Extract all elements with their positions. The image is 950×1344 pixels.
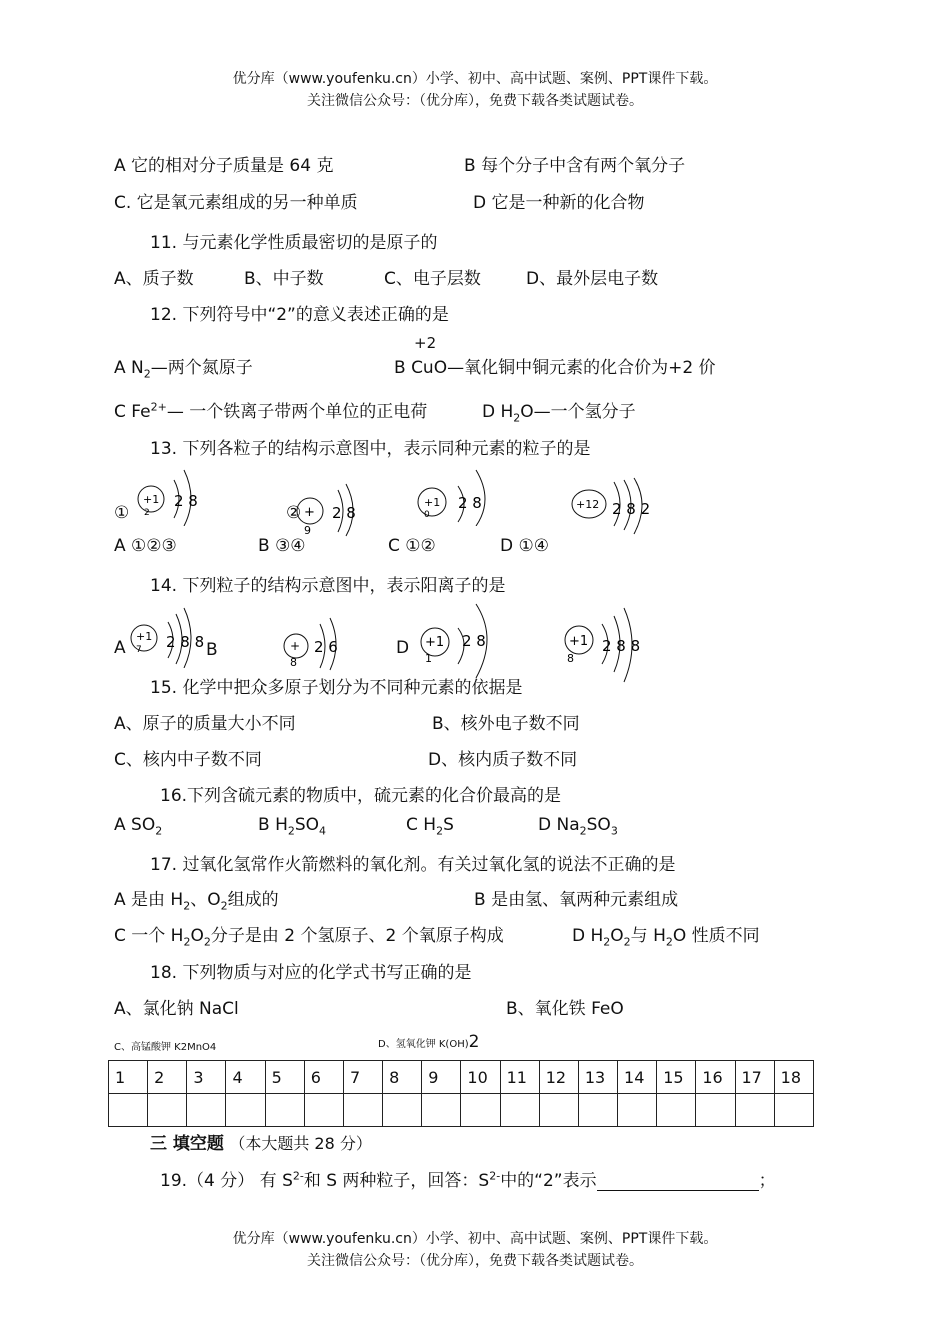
q17-c-pre: C 一个 H <box>114 926 184 946</box>
q12-option-b: B CuO—氧化铜中铜元素的化合价为+2 价 <box>394 358 716 378</box>
answer-number-cell: 16 <box>696 1061 735 1094</box>
nucleus-charge: +12 <box>576 498 600 511</box>
shell-electrons: 2 8 <box>332 504 356 522</box>
q17-d-sub3: 2 <box>665 935 673 949</box>
q17-c-post: 分子是由 2 个氢原子、2 个氧原子构成 <box>210 926 504 946</box>
q16-a-text: A SO <box>114 815 156 835</box>
answer-cell[interactable] <box>383 1094 422 1127</box>
q17-a-mid: 、O <box>190 890 221 910</box>
q17-d-mid1: O <box>610 926 624 946</box>
q18-option-c: C、高锰酸钾 K2MnO4 <box>114 1042 217 1053</box>
q14-label-d: D <box>396 638 410 658</box>
q12-d-post: O—一个氢分子 <box>520 402 636 422</box>
q16-b-sub1: 2 <box>287 824 295 838</box>
shell-electrons: 2 6 <box>314 638 338 656</box>
q17-c-mid: O <box>190 926 204 946</box>
q17-option-c <box>114 921 504 948</box>
answer-cell[interactable] <box>422 1094 461 1127</box>
answer-cell[interactable] <box>578 1094 617 1127</box>
answer-cell[interactable] <box>265 1094 304 1127</box>
q12-c-pre: C Fe <box>114 402 151 422</box>
q14-stem: 14. 下列粒子的结构示意图中，表示阳离子的是 <box>150 576 506 596</box>
q14-diagram-b <box>282 614 362 672</box>
q11-option-a: A、质子数 <box>114 269 194 289</box>
q19-end: ； <box>758 1171 776 1191</box>
q14-label-b: B <box>206 640 218 660</box>
q13-diagram-1 <box>134 466 214 526</box>
answer-cell[interactable] <box>343 1094 382 1127</box>
answer-cell[interactable] <box>696 1094 735 1127</box>
answer-cell[interactable] <box>304 1094 343 1127</box>
answer-cell[interactable] <box>500 1094 539 1127</box>
q16-d-sub2: 3 <box>610 824 618 838</box>
answer-cell[interactable] <box>109 1094 148 1127</box>
nucleus-charge: +1 <box>424 496 441 509</box>
nucleus-sub: 7 <box>136 645 142 655</box>
answer-number-cell: 15 <box>657 1061 696 1094</box>
q16-b-text: B H <box>258 815 288 835</box>
q11-stem: 11. 与元素化学性质最密切的是原子的 <box>150 233 438 253</box>
q13-option-b: B ③④ <box>258 536 306 556</box>
q12-c-post: — 一个铁离子带两个单位的正电荷 <box>166 402 428 422</box>
q12-stem: 12. 下列符号中“2”的意义表述正确的是 <box>150 305 449 325</box>
answer-table-input-row <box>109 1094 814 1127</box>
q12-option-d <box>482 397 636 424</box>
q19-sup2: 2- <box>489 1169 501 1183</box>
answer-number-cell: 12 <box>539 1061 578 1094</box>
q19-post: 中的“2”表示 <box>500 1171 597 1191</box>
q13-stem: 13. 下列各粒子的结构示意图中，表示同种元素的粒子的是 <box>150 439 591 459</box>
shell-electrons: 2 8 <box>458 494 482 512</box>
q19-text <box>160 1166 776 1191</box>
shell-electrons: 2 8 2 <box>612 500 651 518</box>
answer-cell[interactable] <box>774 1094 813 1127</box>
q18-stem: 18. 下列物质与对应的化学式书写正确的是 <box>150 963 472 983</box>
q11-option-b: B、中子数 <box>244 269 324 289</box>
footer-line-2: 关注微信公众号：（优分库），免费下载各类试题试卷。 <box>307 1253 643 1269</box>
q12-a-pre: A N <box>114 358 144 378</box>
answer-cell[interactable] <box>187 1094 226 1127</box>
nucleus-sub: 8 <box>567 652 574 665</box>
nucleus-charge: +1 <box>425 635 445 650</box>
answer-number-cell: 9 <box>422 1061 461 1094</box>
q13-option-d: D ①④ <box>500 536 549 556</box>
q13-option-a: A ①②③ <box>114 536 177 556</box>
q14-diagram-d <box>418 600 508 680</box>
q16-d-mid: SO <box>586 815 611 835</box>
q15-stem: 15. 化学中把众多原子划分为不同种元素的依据是 <box>150 678 523 698</box>
answer-number-cell: 17 <box>735 1061 774 1094</box>
q12-option-a <box>114 353 253 380</box>
q12-a-sub: 2 <box>143 367 151 381</box>
q12-valence-mark: +2 <box>414 334 437 352</box>
nucleus-charge: +1 <box>569 634 589 649</box>
q16-d-sub1: 2 <box>579 824 587 838</box>
q14-diagram-4 <box>562 606 652 686</box>
answer-number-cell: 14 <box>618 1061 657 1094</box>
nucleus-sub: 1 <box>425 652 432 665</box>
section-3-note: （本大题共 28 分） <box>229 1134 372 1153</box>
q12-d-pre: D H <box>482 402 514 422</box>
q12-a-post: —两个氮原子 <box>150 358 253 378</box>
q17-option-b: B 是由氢、氧两种元素组成 <box>474 890 679 910</box>
shell-electrons: 2 8 <box>174 492 198 510</box>
q12-c-sup: 2+ <box>150 400 167 414</box>
q13-option-c: C ①② <box>388 536 436 556</box>
q17-d-post: O 性质不同 <box>672 926 760 946</box>
answer-number-cell: 1 <box>109 1061 148 1094</box>
answer-cell[interactable] <box>461 1094 500 1127</box>
nucleus-sub: 2 <box>144 508 150 518</box>
q19-answer-blank[interactable] <box>597 1174 759 1191</box>
answer-table-header-row <box>109 1061 814 1094</box>
nucleus-sub: 8 <box>290 656 297 669</box>
header-line-2: 关注微信公众号：（优分库），免费下载各类试题试卷。 <box>307 93 643 109</box>
answer-cell[interactable] <box>226 1094 265 1127</box>
answer-number-cell: 18 <box>774 1061 813 1094</box>
q17-d-sub2: 2 <box>623 935 631 949</box>
q18-option-d <box>378 1032 479 1052</box>
footer-line-1: 优分库（www.youfenku.cn）小学、初中、高中试题、案例、PPT课件下载。 <box>232 1231 718 1247</box>
q16-a-sub: 2 <box>155 824 163 838</box>
q17-d-sub1: 2 <box>603 935 611 949</box>
answer-number-cell: 4 <box>226 1061 265 1094</box>
q17-stem: 17. 过氧化氢常作火箭燃料的氧化剂。有关过氧化氢的说法不正确的是 <box>150 855 676 875</box>
q16-c-text: C H <box>406 815 437 835</box>
answer-number-cell: 3 <box>187 1061 226 1094</box>
answer-cell[interactable] <box>539 1094 578 1127</box>
q17-a-sub2: 2 <box>220 899 228 913</box>
answer-number-cell: 8 <box>383 1061 422 1094</box>
q11-option-c: C、电子层数 <box>384 269 481 289</box>
q16-b-mid: SO <box>294 815 320 835</box>
q15-option-c: C、核内中子数不同 <box>114 750 262 770</box>
answer-cell[interactable] <box>657 1094 696 1127</box>
shell-electrons: 2 8 8 <box>166 633 205 651</box>
q18-option-a: A、氯化钠 NaCl <box>114 999 239 1019</box>
section-3-title: 三 填空题 <box>150 1134 224 1154</box>
q19-pre: 19.（4 分） 有 S <box>160 1171 293 1191</box>
q16-stem: 16.下列含硫元素的物质中，硫元素的化合价最高的是 <box>160 786 562 806</box>
q18-option-b: B、氧化铁 FeO <box>506 999 624 1019</box>
q17-d-mid2: 与 H <box>630 926 666 946</box>
q16-option-c <box>406 815 454 837</box>
q10-option-c: C. 它是氧元素组成的另一种单质 <box>114 193 358 213</box>
q17-a-post: 组成的 <box>227 890 279 910</box>
nucleus-sub: 0 <box>424 510 430 520</box>
q16-option-d <box>538 815 618 837</box>
q13-diagram-2 <box>294 478 374 538</box>
nucleus-charge: + <box>304 505 315 520</box>
nucleus-sub: 9 <box>304 524 311 537</box>
q17-c-sub1: 2 <box>183 935 191 949</box>
shell-electrons: 2 8 8 <box>602 637 641 655</box>
answer-cell[interactable] <box>618 1094 657 1127</box>
nucleus-charge: +1 <box>143 493 160 506</box>
answer-number-cell: 11 <box>500 1061 539 1094</box>
answer-table <box>108 1060 814 1127</box>
header-line-1: 优分库（www.youfenku.cn）小学、初中、高中试题、案例、PPT课件下载。 <box>232 71 718 87</box>
answer-cell[interactable] <box>735 1094 774 1127</box>
nucleus-charge: +1 <box>136 630 153 643</box>
section-3-heading <box>150 1129 372 1154</box>
q17-a-sub1: 2 <box>183 899 191 913</box>
shell-electrons: 2 8 <box>462 632 486 650</box>
answer-number-cell: 6 <box>304 1061 343 1094</box>
q10-option-d: D 它是一种新的化合物 <box>473 193 645 213</box>
q17-d-pre: D H <box>572 926 604 946</box>
answer-number-cell: 2 <box>148 1061 187 1094</box>
answer-number-cell: 5 <box>265 1061 304 1094</box>
q19-mid: 和 S 两种粒子，回答：S <box>303 1171 490 1191</box>
q12-d-sub: 2 <box>513 411 521 425</box>
q15-option-a: A、原子的质量大小不同 <box>114 714 296 734</box>
q16-option-b <box>258 815 326 837</box>
answer-number-cell: 7 <box>343 1061 382 1094</box>
q12-option-c <box>114 397 427 422</box>
q17-c-sub2: 2 <box>203 935 211 949</box>
q13-diagram-2-label: ② <box>286 503 302 523</box>
q17-option-d <box>572 921 760 948</box>
q17-option-a <box>114 885 279 912</box>
q13-diagram-4 <box>570 476 660 536</box>
q17-a-pre: A 是由 H <box>114 890 184 910</box>
q16-c-sub: 2 <box>436 824 444 838</box>
answer-number-cell: 10 <box>461 1061 500 1094</box>
q19-sup1: 2- <box>292 1169 304 1183</box>
answer-number-cell: 13 <box>578 1061 617 1094</box>
q14-label-a: A <box>114 638 126 658</box>
q13-diagram-1-label: ① <box>114 503 130 523</box>
q13-diagram-3 <box>414 466 504 526</box>
nucleus-charge: + <box>290 639 301 653</box>
q10-option-a: A 它的相对分子质量是 64 克 <box>114 156 334 176</box>
q10-option-b: B 每个分子中含有两个氧分子 <box>464 156 686 176</box>
q16-b-sub2: 4 <box>319 824 327 838</box>
q15-option-d: D、核内质子数不同 <box>428 750 578 770</box>
q18-d-big: 2 <box>468 1032 480 1052</box>
answer-cell[interactable] <box>148 1094 187 1127</box>
q11-option-d: D、最外层电子数 <box>526 269 659 289</box>
q16-option-a <box>114 815 162 837</box>
q15-option-b: B、核外电子数不同 <box>432 714 580 734</box>
q18-d-pre: D、氢氧化钾 K(OH) <box>378 1039 469 1050</box>
q16-d-text: D Na <box>538 815 580 835</box>
q16-c-post: S <box>443 815 454 835</box>
